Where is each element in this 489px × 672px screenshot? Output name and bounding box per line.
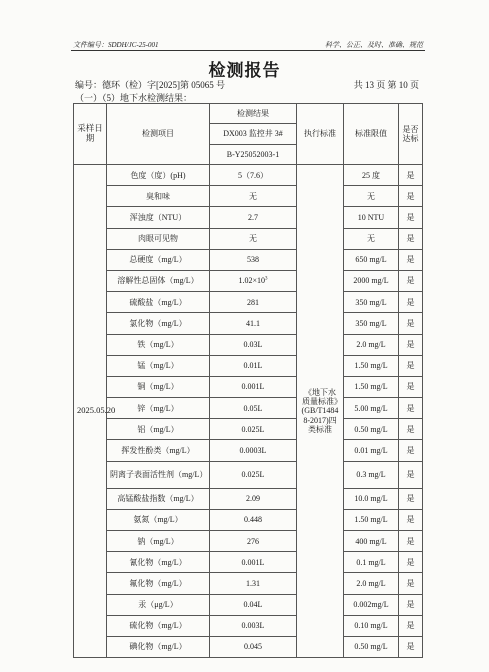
- table-row: [74, 552, 423, 573]
- report-number: 编号：德环（检）字[2025]第 05065 号: [75, 80, 225, 90]
- table-row: [74, 313, 423, 334]
- result-value: 0.448: [244, 515, 262, 525]
- table-row: [74, 573, 423, 594]
- result-value: 0.001L: [241, 382, 265, 392]
- item-cell: 铜（mg/L）: [107, 376, 210, 397]
- result-value: 0.04L: [243, 600, 263, 610]
- result-value: 2.09: [246, 494, 260, 504]
- item-cell: 挥发性酚类（mg/L）: [107, 440, 210, 461]
- result-value: 2.7: [248, 212, 258, 222]
- compliance-cell: 是: [399, 186, 423, 207]
- result-value: 0.025L: [241, 470, 265, 480]
- result-cell: [210, 376, 297, 397]
- table-row: [74, 531, 423, 552]
- result-value: 281: [247, 297, 259, 307]
- compliance-cell: 是: [399, 228, 423, 249]
- header-divider: [71, 50, 425, 51]
- table-row: [74, 594, 423, 615]
- limit-cell: 0.50 mg/L: [344, 636, 399, 657]
- item-cell: 色度（度）(pH): [107, 165, 210, 186]
- col-header-date: 采样日期: [74, 104, 107, 165]
- compliance-cell: 是: [399, 313, 423, 334]
- compliance-cell: 是: [399, 165, 423, 186]
- table-row: [74, 461, 423, 488]
- compliance-cell: 是: [399, 207, 423, 228]
- result-cell: [210, 573, 297, 594]
- item-cell: 肉眼可见物: [107, 228, 210, 249]
- compliance-cell: 是: [399, 488, 423, 509]
- limit-cell: 0.002mg/L: [344, 594, 399, 615]
- compliance-cell: 是: [399, 355, 423, 376]
- limit-cell: 10 NTU: [344, 207, 399, 228]
- limit-cell: 5.00 mg/L: [344, 398, 399, 419]
- section-heading: （一）（5）地下水检测结果：: [75, 93, 193, 103]
- limit-cell: 0.01 mg/L: [344, 440, 399, 461]
- item-cell: 硫化物（mg/L）: [107, 615, 210, 636]
- result-cell: [210, 249, 297, 270]
- table-row: [74, 270, 423, 291]
- compliance-cell: 是: [399, 398, 423, 419]
- result-cell: [210, 509, 297, 530]
- limit-cell: 1.50 mg/L: [344, 355, 399, 376]
- limit-cell: 无: [344, 186, 399, 207]
- page-title: 检测报告: [208, 61, 281, 81]
- limit-cell: 1.50 mg/L: [344, 376, 399, 397]
- result-cell: [210, 531, 297, 552]
- limit-cell: 0.50 mg/L: [344, 419, 399, 440]
- limit-cell: 25 度: [344, 165, 399, 186]
- item-cell: 浑浊度（NTU）: [107, 207, 210, 228]
- limit-cell: 350 mg/L: [344, 313, 399, 334]
- col-header-item: 检测项目: [107, 104, 210, 165]
- item-cell: 汞（μg/L）: [107, 594, 210, 615]
- compliance-cell: 是: [399, 636, 423, 657]
- compliance-cell: 是: [399, 249, 423, 270]
- result-cell: [210, 552, 297, 573]
- sampling-date: 2025.05.20: [74, 165, 107, 658]
- table-row: [74, 398, 423, 419]
- result-cell: [210, 228, 297, 249]
- item-cell: 臭和味: [107, 186, 210, 207]
- item-cell: 钠（mg/L）: [107, 531, 210, 552]
- limit-cell: 无: [344, 228, 399, 249]
- results-body: [74, 165, 423, 658]
- result-cell: [210, 292, 297, 313]
- item-cell: 锰（mg/L）: [107, 355, 210, 376]
- item-cell: 阴离子表面活性剂（mg/L）: [107, 461, 210, 488]
- result-cell: [210, 270, 297, 291]
- result-cell: [210, 636, 297, 657]
- table-row: [74, 488, 423, 509]
- limit-cell: 350 mg/L: [344, 292, 399, 313]
- results-table: [73, 103, 423, 658]
- result-cell: [210, 313, 297, 334]
- compliance-cell: 是: [399, 376, 423, 397]
- result-cell: [210, 594, 297, 615]
- result-cell: [210, 334, 297, 355]
- limit-cell: 0.3 mg/L: [344, 461, 399, 488]
- compliance-cell: 是: [399, 615, 423, 636]
- result-cell: [210, 355, 297, 376]
- compliance-cell: 是: [399, 573, 423, 594]
- compliance-cell: 是: [399, 461, 423, 488]
- table-row: [74, 440, 423, 461]
- compliance-cell: 是: [399, 334, 423, 355]
- result-cell: [210, 207, 297, 228]
- compliance-cell: 是: [399, 531, 423, 552]
- col-header-limit: 标准限值: [344, 104, 399, 165]
- item-cell: 总硬度（mg/L）: [107, 249, 210, 270]
- item-cell: 氯化物（mg/L）: [107, 313, 210, 334]
- table-row: [74, 615, 423, 636]
- compliance-cell: 是: [399, 419, 423, 440]
- result-exponent: 3: [265, 276, 268, 282]
- item-cell: 铁（mg/L）: [107, 334, 210, 355]
- sample-point: DX003 监控井 3#: [210, 124, 297, 145]
- item-cell: 锌（mg/L）: [107, 398, 210, 419]
- compliance-cell: 是: [399, 552, 423, 573]
- table-row: [74, 334, 423, 355]
- result-cell: [210, 461, 297, 488]
- result-value: 0.001L: [241, 557, 265, 567]
- limit-cell: 10.0 mg/L: [344, 488, 399, 509]
- item-cell: 氟化物（mg/L）: [107, 573, 210, 594]
- result-value: 0.03L: [243, 340, 263, 349]
- table-row: [74, 419, 423, 440]
- header-motto: 科学、公正、及时、准确、规范: [325, 41, 423, 49]
- result-value: 0.003L: [241, 621, 265, 631]
- result-value: 无: [249, 234, 257, 244]
- result-cell: [210, 440, 297, 461]
- result-value: 0.0003L: [239, 445, 267, 455]
- document-number: 文件编号：SDDH/JC-25-001: [73, 41, 159, 49]
- col-header-result: 检测结果: [210, 104, 297, 124]
- table-row: [74, 355, 423, 376]
- item-cell: 碘化物（mg/L）: [107, 636, 210, 657]
- item-cell: 溶解性总固体（mg/L）: [107, 270, 210, 291]
- table-row: [74, 186, 423, 207]
- limit-cell: 0.1 mg/L: [344, 552, 399, 573]
- item-cell: 铝（mg/L）: [107, 419, 210, 440]
- result-value: 538: [247, 255, 259, 265]
- result-cell: [210, 419, 297, 440]
- item-cell: 硫酸盐（mg/L）: [107, 292, 210, 313]
- result-value: 276: [247, 536, 259, 546]
- result-value: 0.045: [244, 642, 262, 652]
- limit-cell: 2000 mg/L: [344, 270, 399, 291]
- standard-cell: 《地下水质量标准》(GB/T14848-2017)四类标准: [297, 165, 344, 658]
- table-row: [74, 249, 423, 270]
- table-row: [74, 165, 423, 186]
- table-row: [74, 292, 423, 313]
- col-header-standard: 执行标准: [297, 104, 344, 165]
- limit-cell: 400 mg/L: [344, 531, 399, 552]
- table-header-row: [74, 104, 423, 124]
- result-value: 0.025L: [241, 424, 265, 434]
- result-value: 无: [249, 191, 257, 201]
- compliance-cell: 是: [399, 594, 423, 615]
- item-cell: 氰化物（mg/L）: [107, 552, 210, 573]
- limit-cell: 2.0 mg/L: [344, 573, 399, 594]
- result-value: 0.01L: [243, 361, 263, 371]
- limit-cell: 650 mg/L: [344, 249, 399, 270]
- sample-id: B-Y25052003-1: [210, 145, 297, 165]
- result-value: 1.31: [246, 578, 260, 588]
- compliance-cell: 是: [399, 270, 423, 291]
- limit-cell: 1.50 mg/L: [344, 509, 399, 530]
- result-value: 0.05L: [243, 403, 263, 413]
- result-cell: [210, 398, 297, 419]
- table-row: [74, 376, 423, 397]
- table-row: [74, 509, 423, 530]
- result-cell: [210, 186, 297, 207]
- result-value: 1.02×10: [238, 276, 265, 286]
- compliance-cell: 是: [399, 292, 423, 313]
- compliance-cell: 是: [399, 509, 423, 530]
- result-value: 5（7.6）: [238, 170, 268, 180]
- table-row: [74, 228, 423, 249]
- compliance-cell: 是: [399, 440, 423, 461]
- table-row: [74, 636, 423, 657]
- limit-cell: 2.0 mg/L: [344, 334, 399, 355]
- table-row: [74, 207, 423, 228]
- limit-cell: 0.10 mg/L: [344, 615, 399, 636]
- page-info: 共 13 页 第 10 页: [353, 80, 419, 90]
- item-cell: 氨氮（mg/L）: [107, 509, 210, 530]
- result-cell: [210, 165, 297, 186]
- result-cell: [210, 488, 297, 509]
- col-header-ok: 是否达标: [399, 104, 423, 165]
- result-cell: [210, 615, 297, 636]
- item-cell: 高锰酸盐指数（mg/L）: [107, 488, 210, 509]
- result-value: 41.1: [246, 318, 260, 328]
